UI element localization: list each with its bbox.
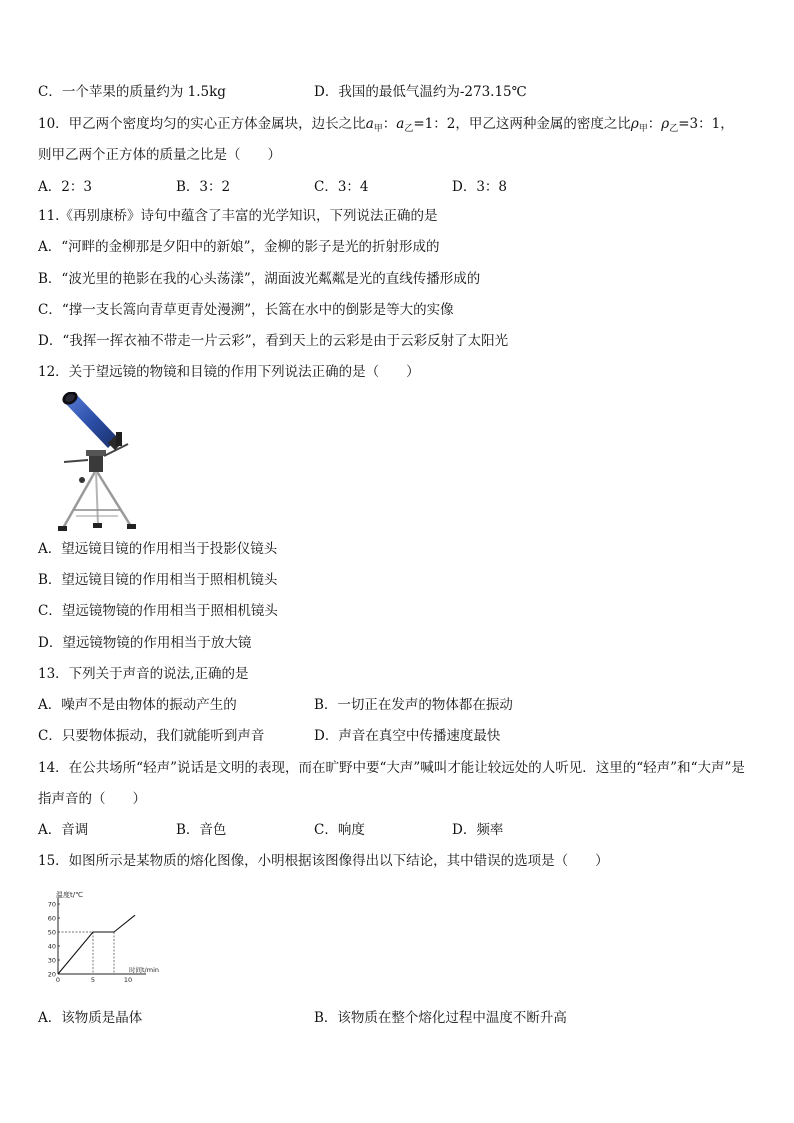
q15-stem: 15．如图所示是某物质的熔化图像，小明根据该图像得出以下结论，其中错误的选项是（ ）: [38, 853, 609, 869]
q11-stem: 11.《再别康桥》诗句中蕴含了丰富的光学知识，下列说法正确的是: [38, 208, 438, 224]
q10-stem-text: 10．甲乙两个密度均匀的实心正方体金属块，边长之比: [38, 116, 366, 132]
telescope-image: [56, 392, 138, 532]
q10-rho-symbol-2: ρ: [661, 116, 670, 132]
q13-option-b: B．一切正在发声的物体都在振动: [314, 697, 513, 713]
x-tick-label: 5: [90, 976, 96, 984]
q12-stem: 12．关于望远镜的物镜和目镜的作用下列说法正确的是（ ）: [38, 364, 420, 380]
q15-option-a: A．该物质是晶体: [38, 1010, 143, 1026]
q10-sub-yi-2: 乙: [669, 124, 679, 134]
q11-option-d: D．“我挥一挥衣袖不带走一片云彩”，看到天上的云彩是由于云彩反射了太阳光: [38, 333, 509, 349]
melting-curve: [58, 915, 135, 974]
q11-option-b: B．“波光里的艳影在我的心头荡漾”，湖面波光粼粼是光的直线传播形成的: [38, 271, 481, 287]
q15-option-b: B．该物质在整个熔化过程中温度不断升高: [314, 1010, 567, 1026]
q10-stem-line2: 则甲乙两个正方体的质量之比是（ ）: [38, 147, 281, 163]
y-tick-label: 50: [47, 928, 56, 937]
q12-option-d: D．望远镜物镜的作用相当于放大镜: [38, 635, 252, 651]
q13-stem: 13．下列关于声音的说法,正确的是: [38, 666, 249, 682]
y-tick-label: 60: [47, 914, 56, 923]
x-tick-label: 10: [123, 976, 133, 984]
melting-graph: [40, 884, 170, 988]
q9-option-d: D．我国的最低气温约为-273.15℃: [314, 84, 527, 100]
q10-rho-symbol: ρ: [630, 116, 639, 132]
q12-option-c: C．望远镜物镜的作用相当于照相机镜头: [38, 603, 278, 619]
q10-sub-yi: 乙: [404, 124, 414, 134]
y-tick-label: 30: [47, 956, 56, 965]
y-tick-label: 20: [47, 970, 56, 979]
q9-option-c: C．一个苹果的质量约为 1.5kg: [38, 84, 226, 100]
q12-option-a: A．望远镜目镜的作用相当于投影仪镜头: [38, 541, 278, 557]
q12-option-b: B．望远镜目镜的作用相当于照相机镜头: [38, 572, 278, 588]
q10-colon: ：: [382, 116, 397, 132]
q10-a-symbol: a: [365, 116, 374, 132]
q14-stem-line1: 14．在公共场所“轻声”说话是文明的表现，而在旷野中要“大声”喊叫才能让较远处的人听见．这里的“轻声”和“大声”是: [38, 760, 745, 776]
q10-sub-jia-2: 甲: [638, 124, 648, 134]
q14-option-c: C．响度: [314, 822, 365, 838]
x-axis-label: 时间t/min: [129, 966, 159, 974]
q10-a-symbol-2: a: [396, 116, 405, 132]
q13-option-a: A．噪声不是由物体的振动产生的: [38, 697, 237, 713]
q10-sub-jia: 甲: [373, 124, 383, 134]
y-tick-label: 40: [47, 942, 56, 951]
y-axis-label: 温度t/℃: [56, 891, 83, 899]
q13-option-d: D．声音在真空中传播速度最快: [314, 728, 501, 744]
q13-option-c: C．只要物体振动，我们就能听到声音: [38, 728, 265, 744]
q11-option-a: A．“河畔的金柳那是夕阳中的新娘”，金柳的影子是光的折射形成的: [38, 239, 440, 255]
q10-option-c: C．3：4: [314, 179, 369, 195]
x-tick-label: 0: [55, 976, 61, 984]
y-tick-label: 70: [47, 900, 56, 909]
q10-ratio1: =1：2，甲乙这两种金属的密度之比: [413, 116, 631, 132]
q10-stem-line1: [38, 115, 734, 138]
q14-stem-line2: 指声音的（ ）: [38, 791, 146, 807]
q10-ratio2: =3：1，: [678, 116, 734, 132]
q11-option-c: C．“撑一支长篙向青草更青处漫溯”，长篙在水中的倒影是等大的实像: [38, 302, 454, 318]
q14-option-b: B．音色: [176, 822, 227, 838]
q14-option-d: D．频率: [452, 822, 504, 838]
q10-colon-2: ：: [647, 116, 662, 132]
q10-option-d: D．3：8: [452, 179, 508, 195]
q10-option-a: A．2：3: [38, 179, 92, 195]
q14-option-a: A．音调: [38, 822, 89, 838]
chart-layer: [48, 890, 159, 984]
q10-option-b: B．3：2: [176, 179, 231, 195]
